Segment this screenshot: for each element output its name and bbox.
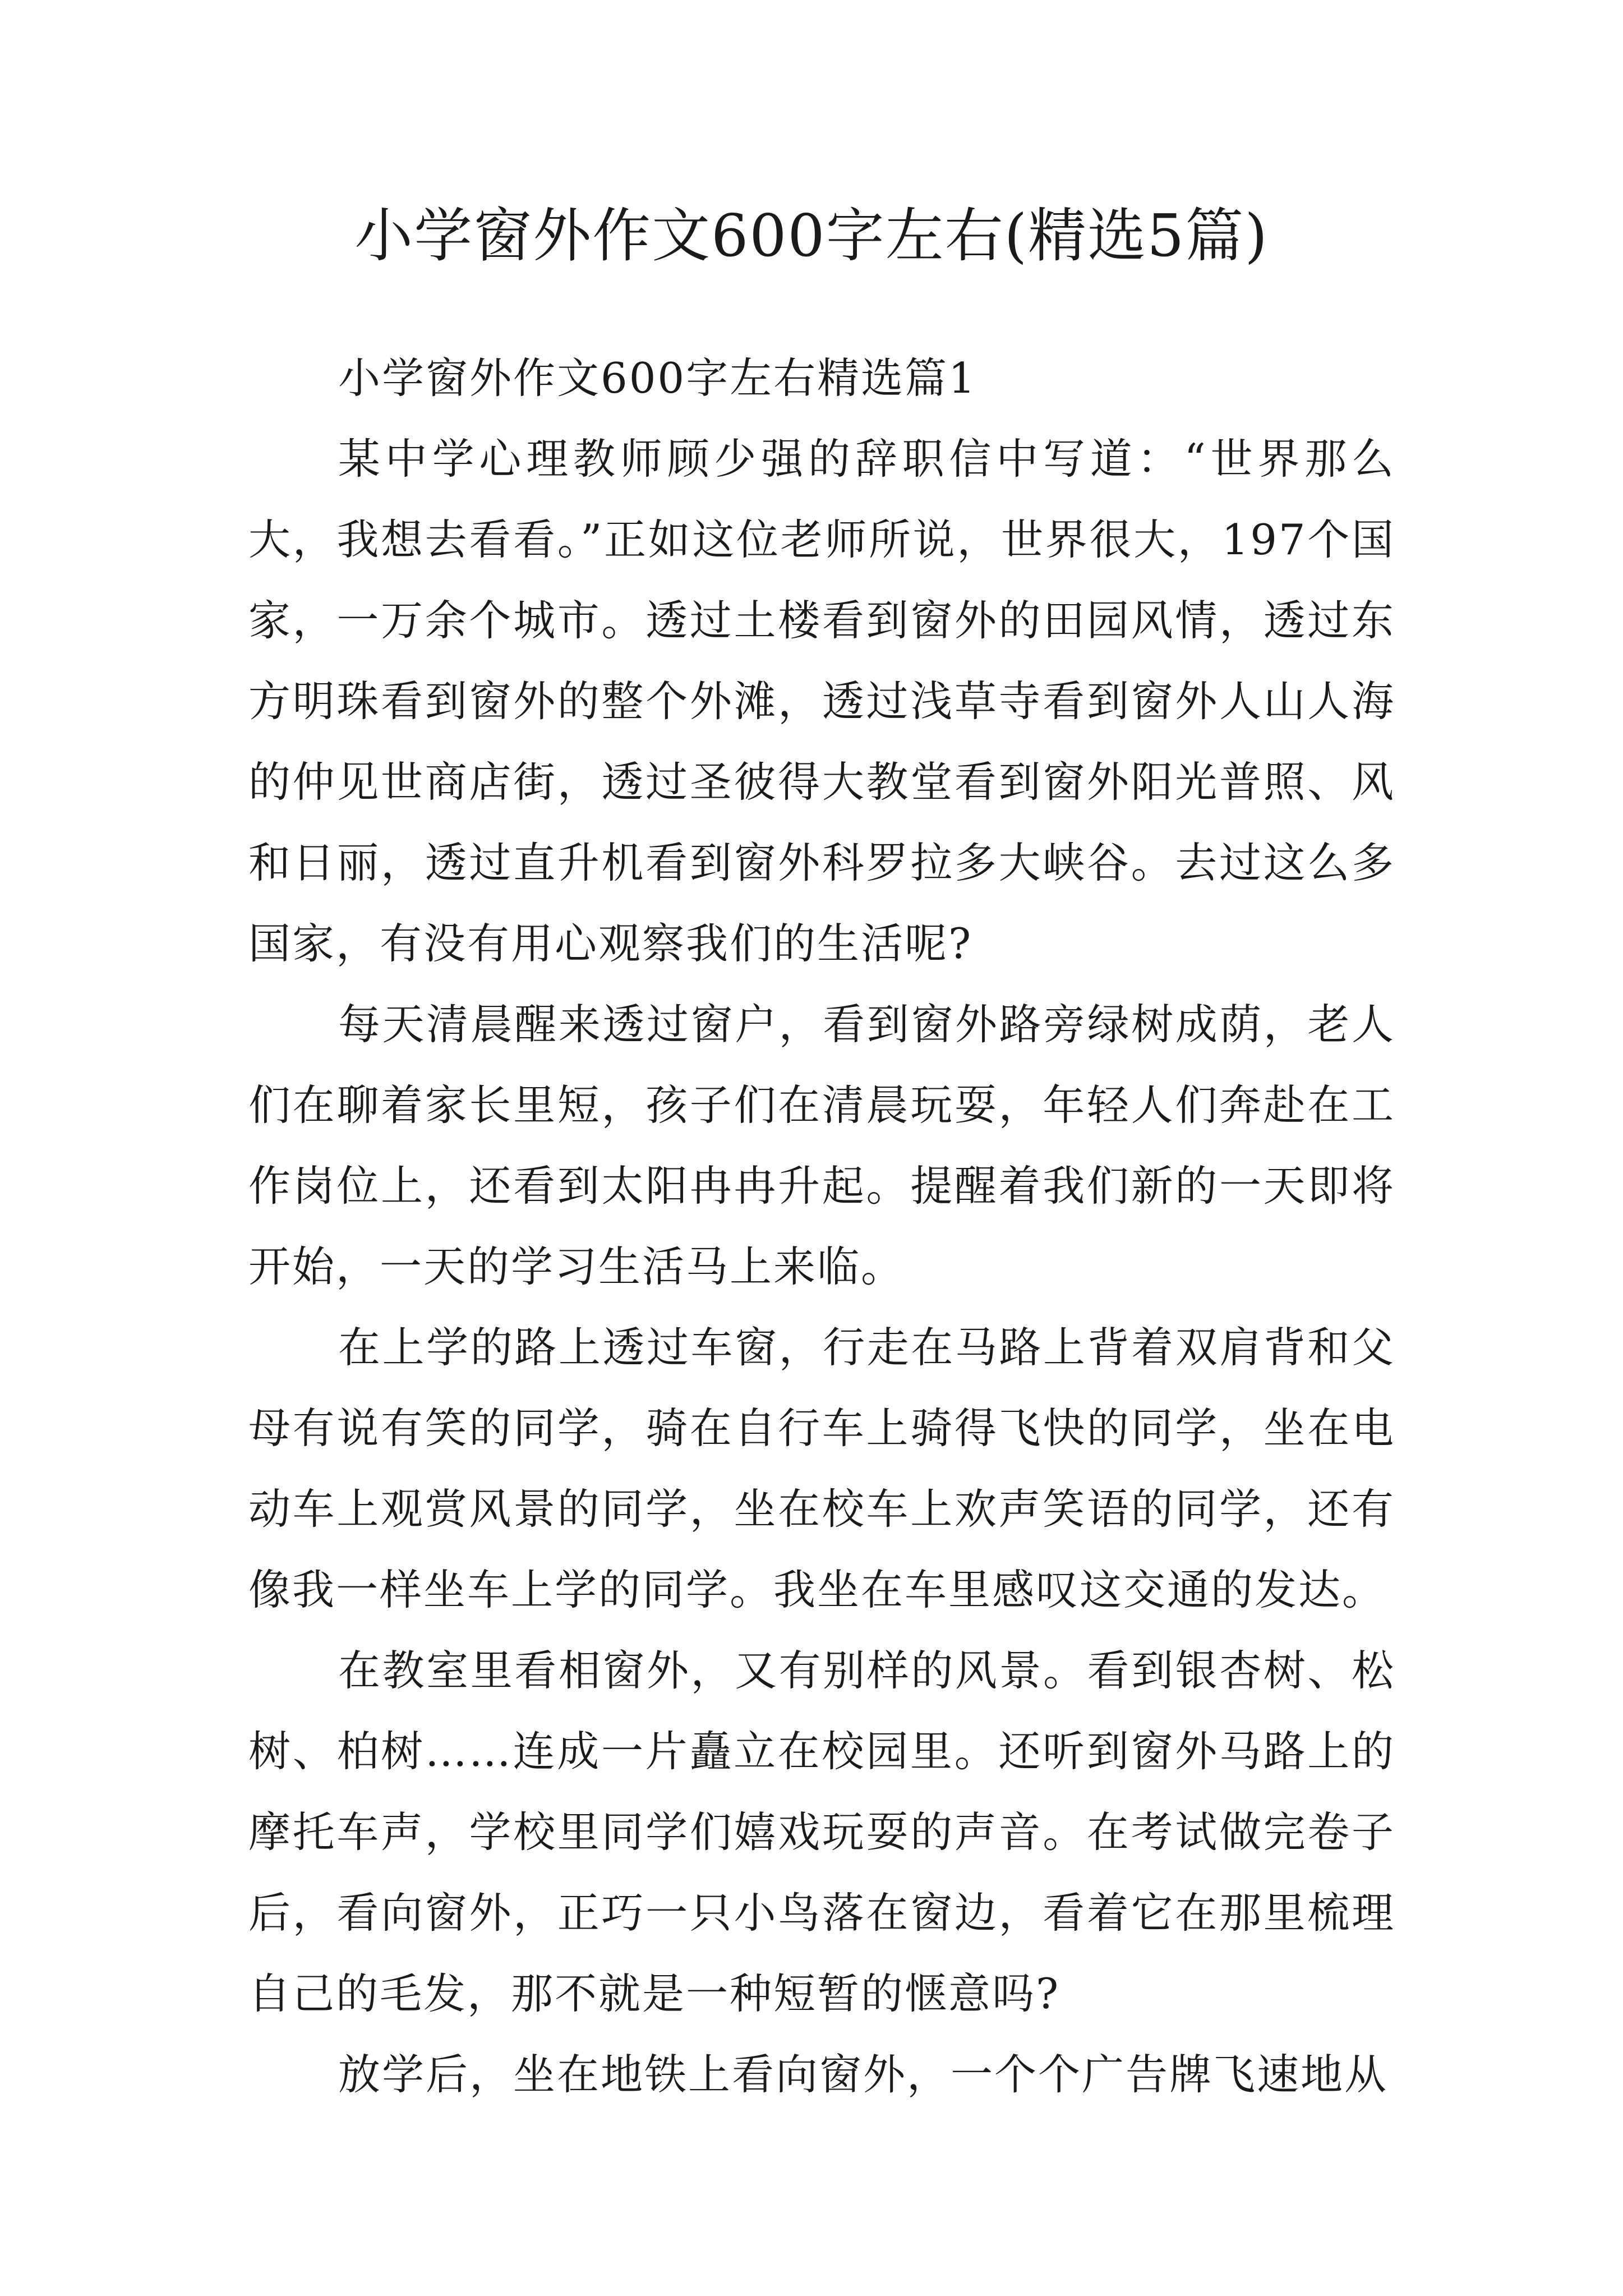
paragraph-3: 在上学的路上透过车窗，行走在马路上背着双肩背和父母有说有笑的同学，骑在自行车上骑得飞快的同学，坐在电动车上观赏风景的同学，坐在校车上欢声笑语的同学，还有像我一样坐车上学的同学。我坐在车里感叹这交通的发达。 — [248, 1323, 1395, 1614]
paragraph-4: 在教室里看相窗外，又有别样的风景。看到银杏树、松树、柏树……连成一片矗立在校园里。还听到窗外马路上的摩托车声，学校里同学们嬉戏玩耍的声音。在考试做完卷子后，看向窗外，正巧一只小鸟落在窗边，看着它在那里梳理自己的毛发，那不就是一种短暂的惬意吗? — [248, 1646, 1395, 2018]
paragraph-1: 某中学心理教师顾少强的辞职信中写道：“世界那么大，我想去看看。”正如这位老师所说，世界很大，197个国家，一万余个城市。透过土楼看到窗外的田园风情，透过东方明珠看到窗外的整个外滩，透过浅草寺看到窗外人山人海的仲见世商店街，透过圣彼得大教堂看到窗外阳光普照、风和日丽，透过直升机看到窗外科罗拉多大峡谷。去过这么多国家，有没有用心观察我们的生活呢? — [248, 434, 1395, 968]
document-body — [248, 338, 1395, 2115]
paragraph-2: 每天清晨醒来透过窗户，看到窗外路旁绿树成荫，老人们在聊着家长里短，孩子们在清晨玩耍，年轻人们奔赴在工作岗位上，还看到太阳冉冉升起。提醒着我们新的一天即将开始，一天的学习生活马上来临。 — [248, 1000, 1395, 1291]
section-heading: 小学窗外作文600字左右精选篇1 — [338, 353, 977, 403]
paragraph-5: 放学后，坐在地铁上看向窗外，一个个广告牌飞速地从 — [338, 2050, 1389, 2099]
document-title: 小学窗外作文600字左右(精选5篇) — [354, 201, 1269, 270]
